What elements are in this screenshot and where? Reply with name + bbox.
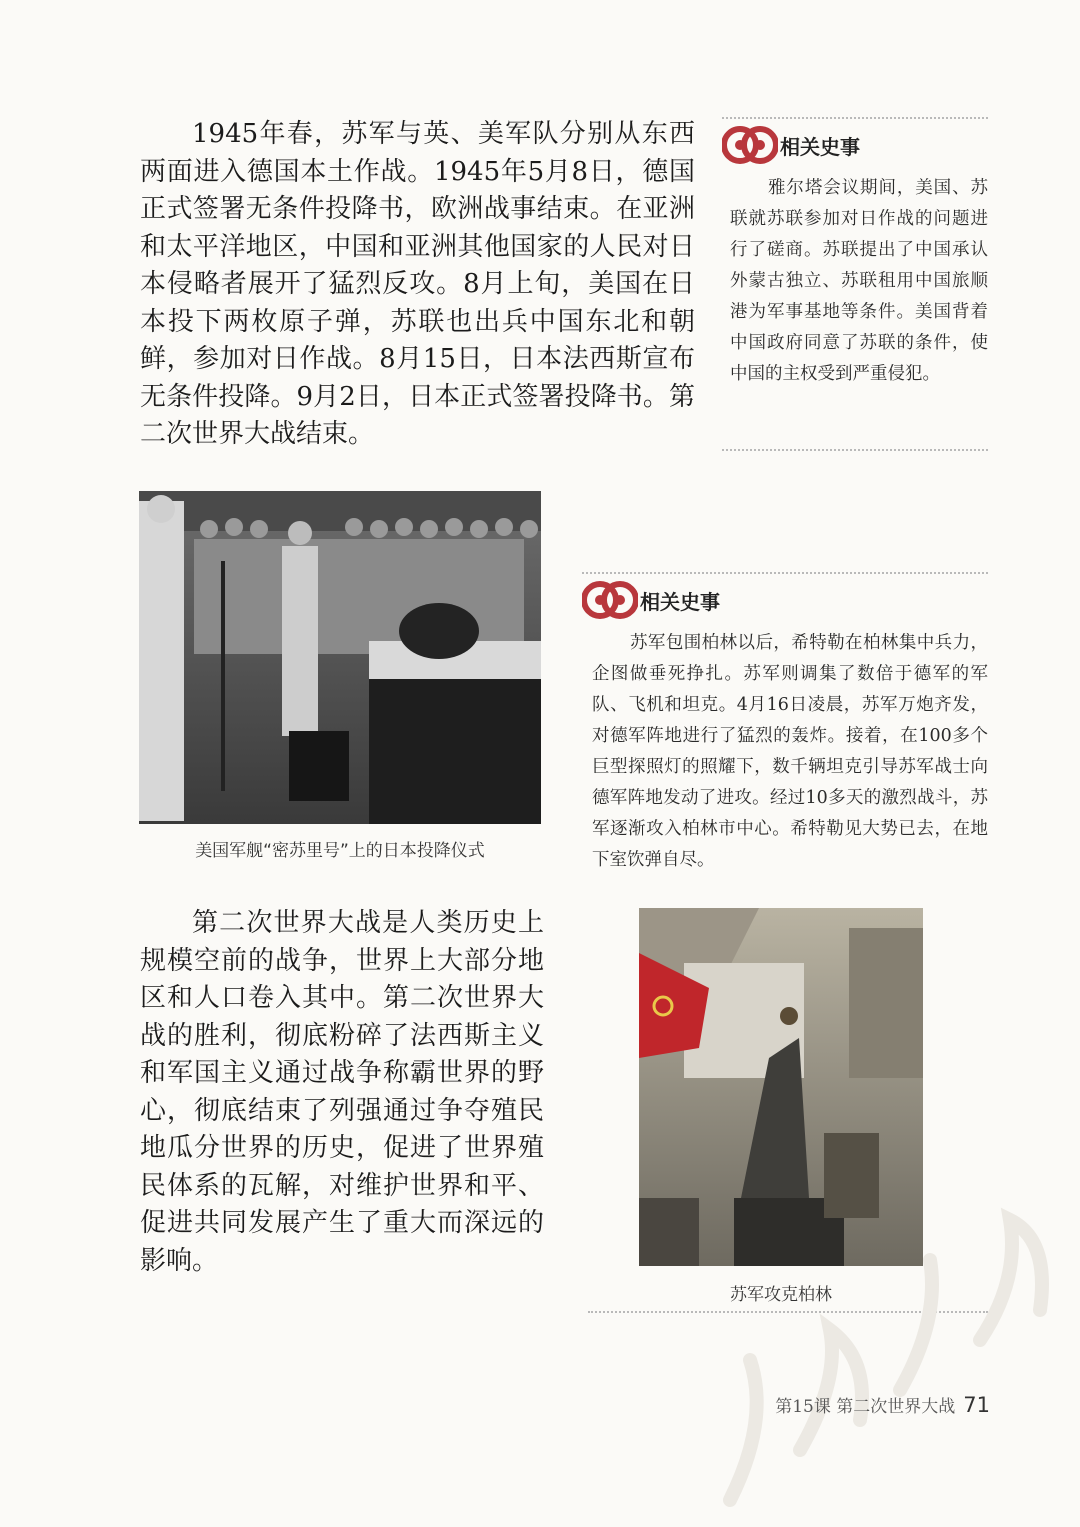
box-title: 相关史事: [640, 589, 720, 614]
related-history-icon: [722, 121, 778, 169]
surrender-ceremony-photo: [139, 491, 541, 824]
box-header: [722, 119, 988, 171]
page-number: 71: [963, 1393, 990, 1417]
lesson-title: 第15课 第二次世界大战: [775, 1397, 956, 1417]
page-footer: [740, 1392, 990, 1417]
related-history-icon: [582, 576, 638, 624]
related-history-box-2: [582, 572, 988, 891]
publisher-watermark: [690, 1120, 1080, 1527]
box-text: 苏军包围柏林以后，希特勒在柏林集中兵力，企图做垂死挣扎。苏军则调集了数倍于德军的军队、飞机和坦克。4月16日凌晨，苏军万炮齐发，对德军阵地进行了猛烈的轰炸。接着，在100多个巨型探照灯的照耀下，数千辆坦克引导苏军战士向德军阵地发动了进攻。经过10多天的激烈战斗，苏军逐渐攻入柏林市中心。希特勒见大势已去，在地下室饮弹自尽。: [592, 633, 988, 870]
photo-caption-2: 苏军攻克柏林: [730, 1285, 832, 1305]
photo-caption-1: 美国军舰“密苏里号”上的日本投降仪式: [195, 841, 485, 861]
box-text: 雅尔塔会议期间，美国、苏联就苏联参加对日作战的问题进行了磋商。苏联提出了中国承认外蒙古独立、苏联租用中国旅顺港为军事基地等条件。美国背着中国政府同意了苏联的条件，使中国的主权受到严重侵犯。: [730, 178, 988, 384]
box-title: 相关史事: [780, 134, 860, 159]
related-history-box-1: [722, 117, 988, 451]
box-header: [582, 574, 988, 626]
body-paragraph-1: 1945年春，苏军与英、美军队分别从东西两面进入德国本土作战。1945年5月8日，德国正式签署无条件投降书，欧洲战事结束。在亚洲和太平洋地区，中国和亚洲其他国家的人民对日本侵略者展开了猛烈反攻。8月上旬，美国在日本投下两枚原子弹，苏联也出兵中国东北和朝鲜，参加对日作战。8月15日，日本法西斯宣布无条件投降。9月2日，日本正式签署投降书。第二次世界大战结束。: [140, 119, 695, 449]
body-paragraph-2: 第二次世界大战是人类历史上规模空前的战争，世界上大部分地区和人口卷入其中。第二次世界大战的胜利，彻底粉碎了法西斯主义和军国主义通过战争称霸世界的野心，彻底结束了列强通过争夺殖民地瓜分世界的历史，促进了世界殖民体系的瓦解，对维护世界和平、促进共同发展产生了重大而深远的影响。: [140, 908, 544, 1276]
